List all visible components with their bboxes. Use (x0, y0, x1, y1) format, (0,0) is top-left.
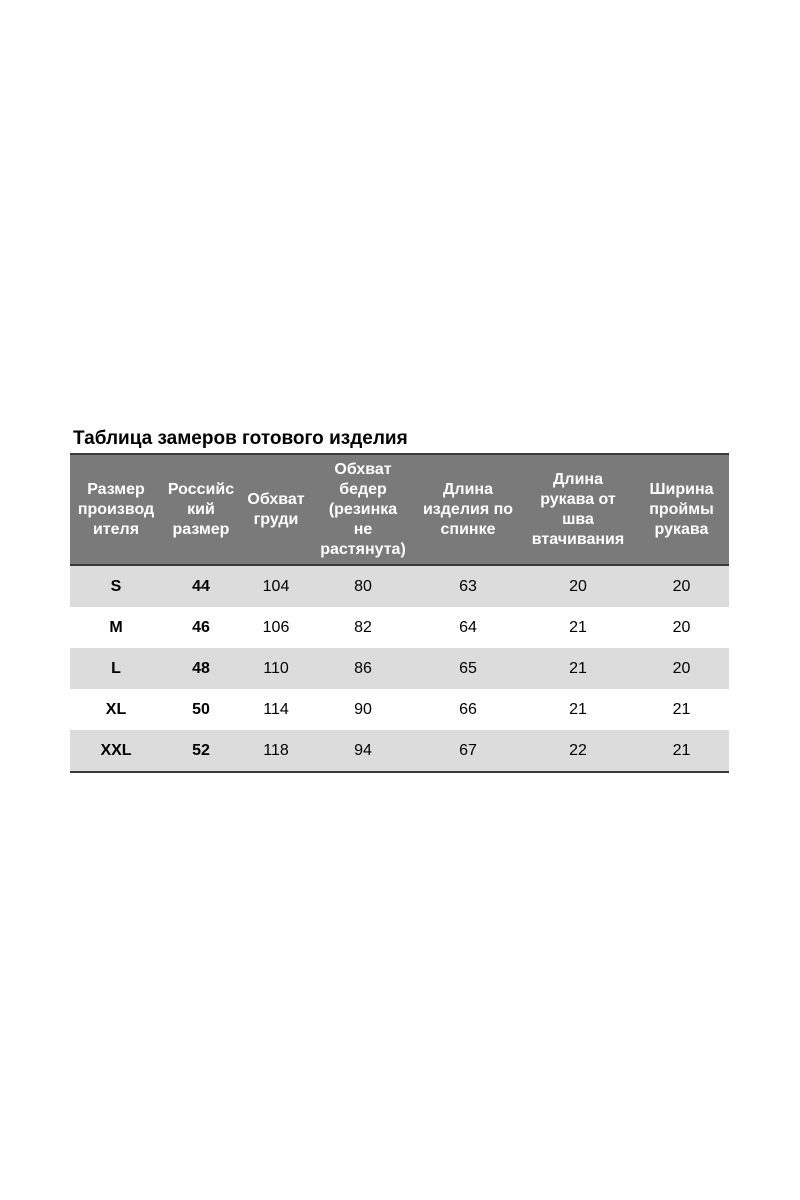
cell-manufacturer-size: XL (70, 689, 162, 730)
cell-chest-girth: 114 (240, 689, 312, 730)
cell-hip-girth: 86 (312, 648, 414, 689)
cell-hip-girth: 82 (312, 607, 414, 648)
cell-armhole-width: 21 (634, 689, 729, 730)
cell-armhole-width: 21 (634, 730, 729, 772)
cell-armhole-width: 20 (634, 648, 729, 689)
cell-sleeve-length: 21 (522, 648, 634, 689)
cell-armhole-width: 20 (634, 565, 729, 607)
cell-russian-size: 48 (162, 648, 240, 689)
cell-sleeve-length: 21 (522, 607, 634, 648)
table-row (70, 565, 729, 607)
header-russian-size: Российс кий размер (162, 454, 240, 565)
header-back-length: Длина изделия по спинке (414, 454, 522, 565)
cell-hip-girth: 90 (312, 689, 414, 730)
cell-chest-girth: 118 (240, 730, 312, 772)
cell-russian-size: 46 (162, 607, 240, 648)
cell-manufacturer-size: XXL (70, 730, 162, 772)
header-manufacturer-size: Размер производ ителя (70, 454, 162, 565)
header-armhole-width: Ширина проймы рукава (634, 454, 729, 565)
cell-manufacturer-size: S (70, 565, 162, 607)
table-row (70, 648, 729, 689)
cell-hip-girth: 80 (312, 565, 414, 607)
table-row (70, 730, 729, 772)
cell-back-length: 67 (414, 730, 522, 772)
cell-chest-girth: 104 (240, 565, 312, 607)
cell-back-length: 64 (414, 607, 522, 648)
cell-back-length: 63 (414, 565, 522, 607)
cell-sleeve-length: 20 (522, 565, 634, 607)
table-row (70, 689, 729, 730)
table-title: Таблица замеров готового изделия (73, 428, 408, 449)
cell-sleeve-length: 21 (522, 689, 634, 730)
header-row (70, 454, 729, 565)
cell-russian-size: 50 (162, 689, 240, 730)
cell-manufacturer-size: M (70, 607, 162, 648)
cell-sleeve-length: 22 (522, 730, 634, 772)
cell-chest-girth: 110 (240, 648, 312, 689)
header-hip-girth: Обхват бедер (резинка не растянута) (312, 454, 414, 565)
cell-chest-girth: 106 (240, 607, 312, 648)
header-sleeve-length: Длина рукава от шва втачивания (522, 454, 634, 565)
header-chest-girth: Обхват груди (240, 454, 312, 565)
cell-hip-girth: 94 (312, 730, 414, 772)
cell-back-length: 65 (414, 648, 522, 689)
cell-russian-size: 44 (162, 565, 240, 607)
cell-back-length: 66 (414, 689, 522, 730)
cell-armhole-width: 20 (634, 607, 729, 648)
measurement-table (70, 453, 729, 773)
table-row (70, 607, 729, 648)
cell-manufacturer-size: L (70, 648, 162, 689)
cell-russian-size: 52 (162, 730, 240, 772)
